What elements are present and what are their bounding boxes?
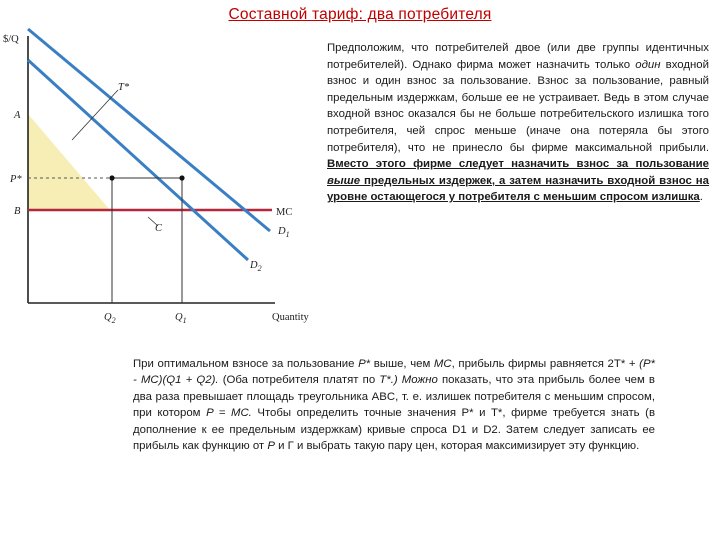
surplus-area-abc	[28, 114, 110, 210]
label-c: C	[155, 223, 163, 234]
page-title: Составной тариф: два потребителя	[228, 6, 492, 23]
label-q1: $Q_1$	[175, 312, 187, 325]
profit-paragraph: При оптимальном взносе за пользование P* выше, чем MC, прибыль фирмы равняется 2T* + (P* - MC)(Q1 + Q2). (Оба потребителя платят по T*.) Можно показать, что эта прибыль более чем в два раза превышает площадь треугольника ABC, т. е. излишек потребителя с меньшим спросом, при котором P = MC. Чтобы определить точные значения P* и T*, фирме требуется знать (в дополнение к ее предельным издержкам) кривые спроса D1 и D2. Затем следует записать ее прибыль как функцию от P и Г и выбрать такую пару цен, которая максимизирует эту функцию.	[133, 358, 655, 453]
explanation-paragraph	[327, 40, 709, 206]
label-q2: $Q_2$	[104, 312, 116, 325]
text-segment: входной взнос и один взнос за пользование. Взнос за пользование, равный предельным издержкам, больше ее не устраивает. Ведь в этом случае входной взнос оказался бы не больше потребительского излишка того потребителя, чей спрос меньше (иначе она потеряла бы этого потребителя), что не принесло бы фирме максимальной прибыли.	[327, 58, 709, 154]
point-d2-pstar	[109, 175, 114, 180]
label-p-star: P*	[10, 174, 22, 185]
y-axis-label: $/Q	[3, 34, 19, 45]
text-segment: .	[699, 191, 703, 204]
two-part-tariff-graph	[0, 28, 325, 328]
x-axis-label: Quantity	[272, 312, 309, 323]
emphasis-underlined: Вместо этого фирме следует назначить взнос за пользование выше предельных издержек, а затем назначить входной взнос на уровне остающегося у потребителя с меньшим спросом излишка	[327, 158, 709, 204]
text-segment: Предположим, что потребителей двое (или две группы идентичных потребителей). Однако фирма может назначить только	[327, 42, 709, 71]
text-italic: один	[635, 58, 661, 71]
t-star-leader	[72, 90, 118, 140]
label-b: B	[14, 206, 21, 217]
label-a: A	[14, 110, 21, 121]
label-t-star: T*	[118, 82, 130, 93]
label-mc: MC	[276, 207, 293, 218]
label-d2: $D_2$	[250, 260, 262, 273]
point-d1-pstar	[179, 175, 184, 180]
label-d1: $D_1$	[278, 226, 290, 239]
